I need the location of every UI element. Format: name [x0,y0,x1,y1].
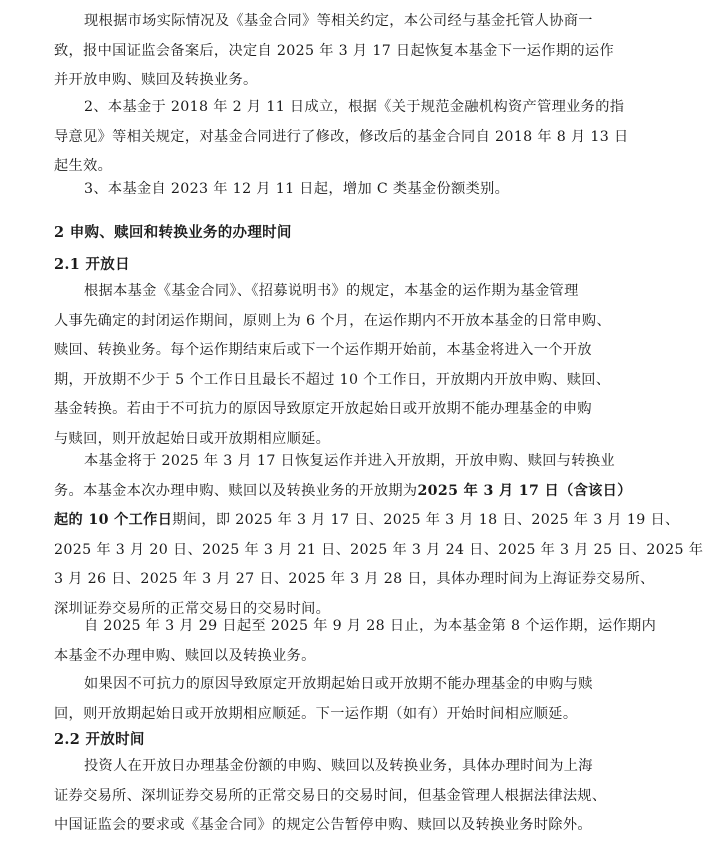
text-line: 2、本基金于 2018 年 2 月 11 日成立，根据《关于规范金融机构资产管理业务的指 [84,99,625,115]
text-segment: 期间，即 2025 年 3 月 17 日、2025 年 3 月 18 日、2025 年 3 月 19 日、 [172,512,680,528]
paragraph-intro [54,7,614,96]
paragraph-open-period [54,447,703,624]
text-line: 3 月 26 日、2025 年 3 月 27 日、2025 年 3 月 28 日，具体办理时间为上海证券交易所、 [54,571,655,587]
text-line: 2025 年 3 月 20 日、2025 年 3 月 21 日、2025 年 3 月 24 日、2025 年 3 月 25 日、2025 年 [54,541,703,558]
text-line: 自 2025 年 3 月 29 日起至 2025 年 9 月 28 日止，为本基金第 8 个运作期，运作期内 [84,618,657,634]
section-2-1-title: 2.1 开放日 [54,256,130,273]
text-line: 根据本基金《基金合同》、《招募说明书》的规定，本基金的运作期为基金管理 [84,283,579,299]
text-line: 人事先确定的封闭运作期间，原则上为 6 个月，在运作期内不开放本基金的日常申购、 [54,312,611,329]
paragraph-open-time [54,752,606,841]
text-line: 并开放申购、赎回及转换业务。 [54,72,258,88]
text-line: 现根据市场实际情况及《基金合同》等相关约定，本公司经与基金托管人协商一 [84,13,593,29]
paragraph-open-day-rules [54,277,611,454]
text-line: 与赎回，则开放起始日或开放期相应顺延。 [54,430,331,447]
paragraph-item-3 [54,175,606,205]
text-line: 本基金将于 2025 年 3 月 17 日恢复运作并进入开放期，开放申购、赎回与转换业 [84,453,615,469]
paragraph-item-2 [54,93,629,182]
text-line: 证券交易所、深圳证券交易所的正常交易日的交易时间，但基金管理人根据法律法规、 [54,787,607,804]
text-line: 期，开放期不少于 5 个工作日且最长不超过 10 个工作日，开放期内开放申购、赎回、 [54,371,611,388]
text-segment: 务。本基金本次办理申购、赎回以及转换业务的开放期为 [54,482,418,499]
text-line: 基金转换。若由于不可抗力的原因导致原定开放起始日或开放期不能办理基金的申购 [54,401,592,417]
text-line: 致，报中国证监会备案后，决定自 2025 年 3 月 17 日起恢复本基金下一运作期的运作 [54,42,614,59]
text-line: 导意见》等相关规定，对基金合同进行了修改，修改后的基金合同自 2018 年 8 月 13 日 [54,128,629,145]
bold-working-days: 起的 10 个工作日 [54,512,173,528]
text-line [54,506,680,536]
text-line: 起生效。 [54,158,113,174]
text-line: 赎回、转换业务。每个运作期结束后或下一个运作期开始前，本基金将进入一个开放 [54,342,592,358]
text-line: 回，则开放期起始日或开放期相应顺延。下一运作期（如有）开始时间相应顺延。 [54,705,578,722]
text-line: 3、本基金自 2023 年 12 月 11 日起，增加 C 类基金份额类别。 [84,181,510,197]
text-line [54,477,632,507]
paragraph-operation-period [54,612,657,671]
bold-date-range: 2025 年 3 月 17 日（含该日） [417,482,632,499]
text-line: 如果因不可抗力的原因导致原定开放期起始日或开放期不能办理基金的申购与赎 [84,676,593,692]
text-line: 本基金不办理申购、赎回以及转换业务。 [54,647,316,664]
paragraph-force-majeure [54,670,606,729]
section-2-title: 2 申购、赎回和转换业务的办理时间 [54,224,292,241]
text-line: 中国证监会的要求或《基金合同》的规定公告暂停申购、赎回以及转换业务时除外。 [54,817,592,833]
text-line: 深圳证券交易所的正常交易日的交易时间。 [54,600,331,617]
text-line: 投资人在开放日办理基金份额的申购、赎回以及转换业务，具体办理时间为上海 [84,758,593,774]
section-2-2-title: 2.2 开放时间 [54,731,145,748]
